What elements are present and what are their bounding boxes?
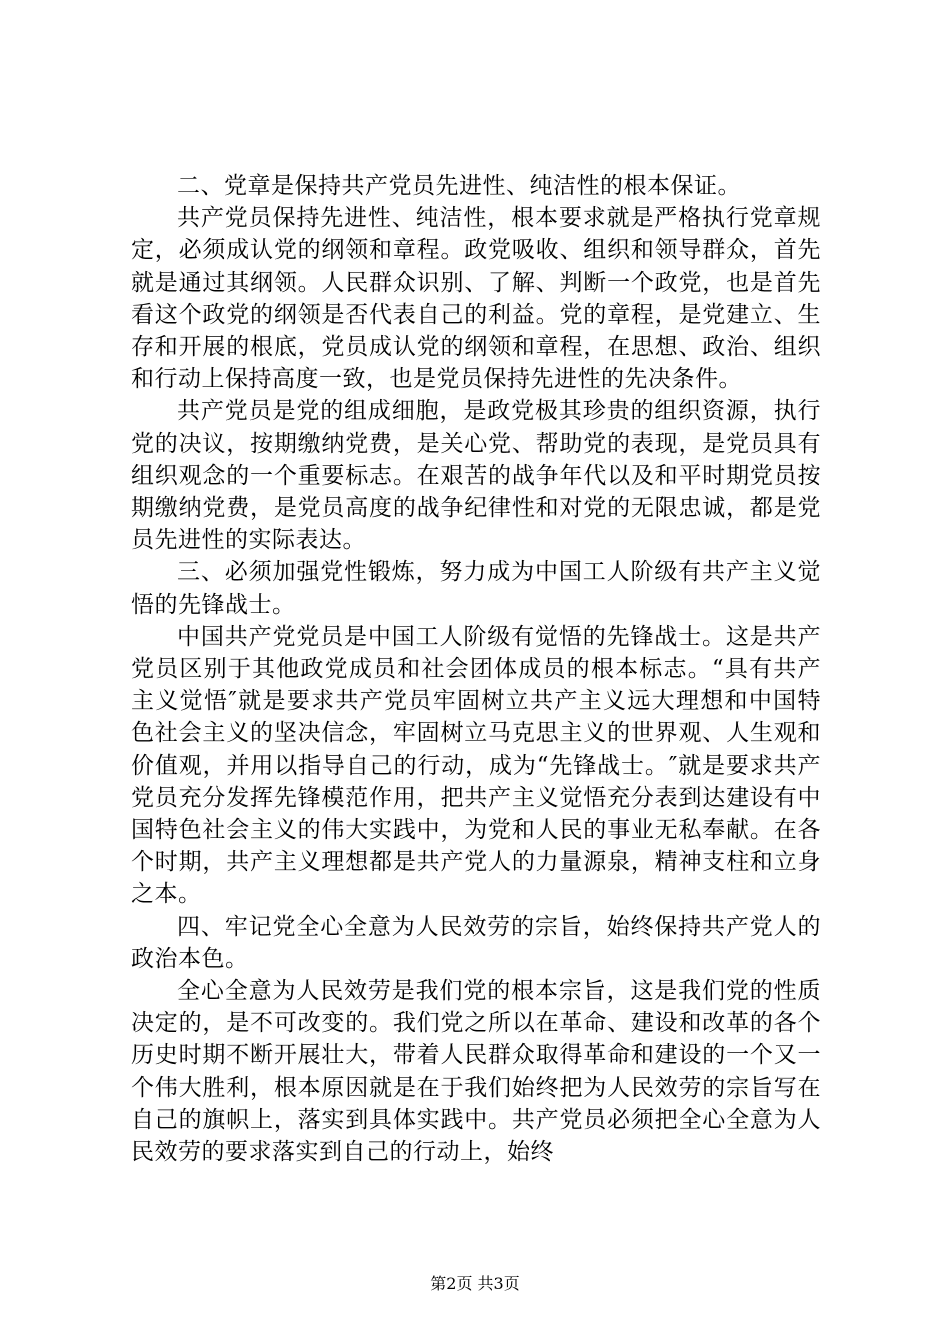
paragraph: 中国共产党党员是中国工人阶级有觉悟的先锋战士。这是共产党员区别于其他政党成员和社会团体成员的根本标志。“具有共产主义觉悟″就是要求共产党员牢固树立共产主义远大理想和中国特色社会主义的坚决信念，牢固树立马克思主义的世界观、人生观和价值观，并用以指导自己的行动，成为“先锋战士。″就是要求共产党员充分发挥先锋模范作用，把共产主义觉悟充分表到达建设有中国特色社会主义的伟大实践中，为党和人民的事业无私奉献。在各个时期，共产主义理想都是共产党人的力量源泉，精神支柱和立身之本。 (131, 623, 821, 908)
paragraph: 全心全意为人民效劳是我们党的根本宗旨，这是我们党的性质决定的，是不可改变的。我们党之所以在革命、建设和改革的各个历史时期不断开展壮大，带着人民群众取得革命和建设的一个又一个伟大胜利，根本原因就是在于我们始终把为人民效劳的宗旨写在自己的旗帜上，落实到具体实践中。共产党员必须把全心全意为人民效劳的要求落实到自己的行动上，始终 (131, 978, 821, 1166)
section-heading-2: 二、党章是保持共产党员先进性、纯洁性的根本保证。 (177, 173, 741, 199)
page-footer: 第2页 共3页 (430, 1274, 520, 1293)
section-heading-4: 四、牢记党全心全意为人民效劳的宗旨，始终保持共产党人的政治本色。 (131, 913, 821, 972)
document-body (131, 170, 821, 1168)
paragraph: 共产党员是党的组成细胞，是政党极其珍贵的组织资源，执行党的决议，按期缴纳党费，是关心党、帮助党的表现，是党员具有组织观念的一个重要标志。在艰苦的战争年代以及和平时期党员按期缴纳党费，是党员高度的战争纪律性和对党的无限忠诚，都是党员先进性的实际表达。 (131, 398, 821, 554)
paragraph: 共产党员保持先进性、纯洁性，根本要求就是严格执行党章规定，必须成认党的纲领和章程。政党吸收、组织和领导群众，首先就是通过其纲领。人民群众识别、了解、判断一个政党，也是首先看这个政党的纲领是否代表自己的利益。党的章程，是党建立、生存和开展的根底，党员成认党的纲领和章程，在思想、政治、组织和行动上保持高度一致，也是党员保持先进性的先决条件。 (131, 205, 821, 393)
section-heading-3: 三、必须加强党性锻炼，努力成为中国工人阶级有共产主义觉悟的先锋战士。 (131, 559, 821, 618)
